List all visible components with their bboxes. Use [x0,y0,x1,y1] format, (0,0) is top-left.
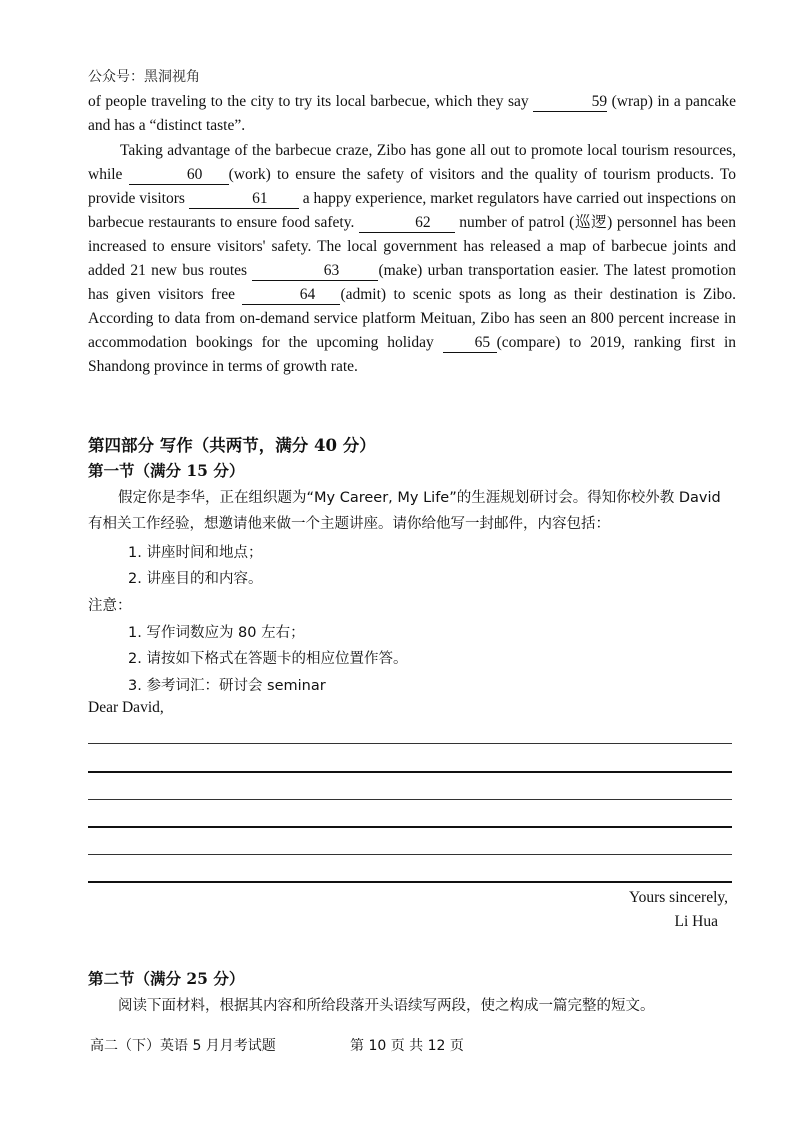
note-item-1: 1. 写作词数应为 80 左右； [128,625,305,641]
blank-61: 61 [189,190,299,209]
passage-text: of people traveling to the city to try its local barbecue, which they say [88,93,534,110]
letter-closing: Yours sincerely, [628,889,728,906]
passage-paragraph-2 [88,139,736,379]
blank-64: 64 [242,286,340,305]
section-4-title: 第四部分 写作（共两节，满分 40 分） [88,436,376,455]
blank-63: 63 [252,262,378,281]
letter-signature: Li Hua [674,913,718,930]
blank-62: 62 [359,214,455,233]
passage-text: (make) urban transportation easier. The latest promotion has given visitors free [88,262,736,303]
note-item-2: 2. 请按如下格式在答题卡的相应位置作答。 [128,651,408,667]
watermark-text: 公众号：黑洞视角 [88,69,200,85]
note-label: 注意： [88,598,132,614]
note-item-3: 3. 参考词汇：研讨会 seminar [128,678,326,694]
blank-65: 65 [443,334,497,353]
writing-line [88,854,732,855]
writing-line [88,771,732,773]
passage-text: number of patrol (巡逻) personnel has been increased to ensure visitors' safety. The local government has released a map of barbecue joints and added 21 new bus routes [88,214,736,279]
passage-text: (work) to ensure the safety of visitors and the quality of tourism products. To provide visitors [88,166,736,207]
passage-text: (wrap) in a pancake and has a “distinct taste”. [88,93,736,134]
writing-line [88,826,732,828]
passage-text: Taking advantage of the barbecue craze, Zibo has gone all out to promote local tourism resources, while [88,142,736,183]
blank-60: 60 [129,166,229,185]
passage-text: (admit) to scenic spots as long as their destination is Zibo. According to data from on-demand service platform Meituan, Zibo has seen an 800 percent increase in accommodation bookings for the upcoming holiday [88,286,736,351]
requirement-item-2: 2. 讲座目的和内容。 [128,571,263,587]
footer-exam-title: 高二（下）英语 5 月月考试题 [90,1038,276,1054]
part-1-prompt: 假定你是李华，正在组织题为“My Career, My Life”的生涯规划研讨会。得知你校外教 David 有相关工作经验，想邀请他来做一个主题讲座。请你给他写一封邮件，内容包括： [88,490,721,532]
passage-text: (compare) to 2019, ranking first in Shandong province in terms of growth rate. [88,334,737,375]
requirement-item-1: 1. 讲座时间和地点； [128,545,263,561]
footer-page-number: 第 10 页 共 12 页 [350,1038,464,1054]
writing-line [88,799,732,800]
passage-paragraph-1 [88,90,736,138]
writing-line [88,743,732,744]
part-2-prompt: 阅读下面材料，根据其内容和所给段落开头语续写两段，使之构成一篇完整的短文。 [118,998,655,1014]
passage-text: a happy experience, market regulators have carried out inspections on barbecue restaurants to ensure food safety. [88,190,736,231]
part-1-title: 第一节（满分 15 分） [88,461,245,480]
letter-greeting: Dear David, [88,699,164,716]
part-2-title: 第二节（满分 25 分） [88,969,245,988]
blank-59: 59 [533,93,607,112]
writing-line [88,881,732,883]
